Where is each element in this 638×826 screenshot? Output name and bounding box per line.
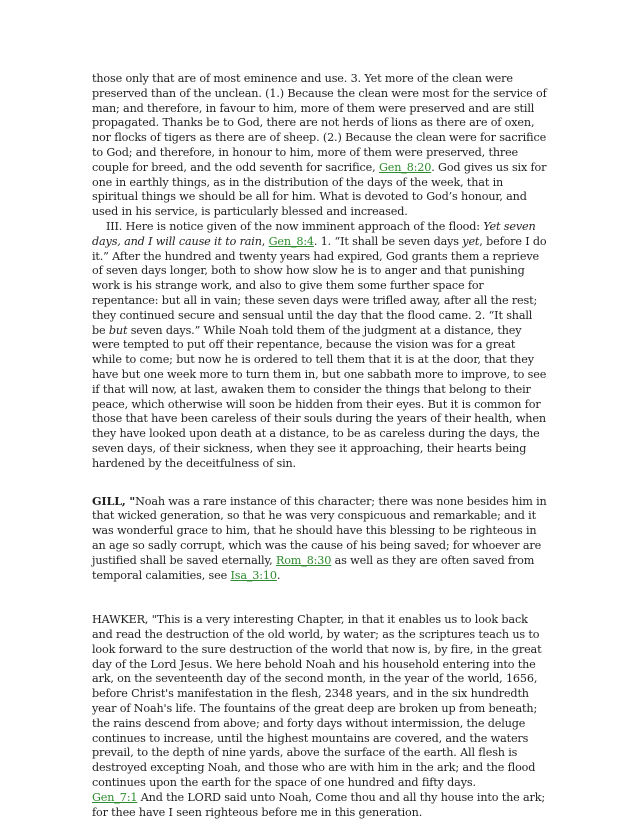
text-run: Noah was a rare instance of this character; there was none besides him in that wicked generation, so that he was very conspicuous and remarkable; and it was wonderful grace to him, that he should have this blessing to be righteous in an age so sadly corrupt, which was the cause of his being saved; for whoever are justified shall be saved eternally, — [92, 494, 547, 567]
text-run: those only that are of most eminence and use. 3. Yet more of the clean were preserved than of the unclean. (1.) Because the clean were most for the service of man; and therefore, in favour to him, more of them were preserved and are still propagated. Thanks be to God, there are not herds of lions as there are of oxen, nor flocks of tigers as there are of sheep. (2.) Because the clean were for sacrifice to God; and therefore, in honour to him, more of them were preserved, three couple for breed, and the odd seventh for sacrifice, — [92, 72, 547, 174]
text-run: III. Here is notice given of the now imminent approach of the flood: — [106, 219, 484, 233]
text-run: as well as they are often saved from temporal calamities, see — [92, 553, 535, 582]
scripture-link-gen-8-4[interactable]: Gen_8:4 — [268, 234, 314, 248]
text-run: seven days.” While Noah told them of the judgment at a distance, they were tempted to put off their repentance, because the vision was for a great while to come; but now he is ordered to tell them that it is at the door, that they have but one week more to turn them in, but one sabbath more to improve, to see if that will now, at last, awaken them to consider the things that belong to their peace, which otherwise will soon be hidden from their eyes. But it is common for those that have been careless of their souls during the years of their health, when they have looked upon death at a distance, to be as careless during the days, the seven days, of their sickness, when they see it approaching, their hearts being hardened by the deceitfulness of sin. — [92, 323, 547, 470]
paragraph-gill — [92, 494, 548, 584]
section-gap — [92, 583, 548, 613]
scripture-link-rom-8-30[interactable]: Rom_8:30 — [275, 553, 332, 567]
commentator-name-gill: GILL, " — [92, 493, 136, 508]
document-page — [92, 72, 548, 820]
text-run: , — [261, 234, 269, 248]
text-run: . — [276, 568, 281, 582]
italic-word: but — [108, 323, 128, 337]
italic-word: yet — [462, 234, 480, 248]
scripture-link-gen-8-20[interactable]: Gen_8:20 — [378, 160, 432, 174]
scripture-link-isa-3-10[interactable]: Isa_3:10 — [230, 568, 277, 582]
italic-quote: Yet seven days, and I will cause it to rain — [92, 219, 536, 248]
text-run: And the LORD said unto Noah, Come thou and all thy house into the ark; for thee have I seen righteous before me in this generation. — [92, 790, 545, 819]
paragraph-hawker — [92, 613, 548, 791]
text-run: . 1. “It shall be seven days — [313, 234, 463, 248]
scripture-link-gen-7-1[interactable]: Gen_7:1 — [92, 790, 138, 804]
paragraph-flood-notice — [92, 220, 548, 472]
paragraph-clean-animals — [92, 72, 548, 220]
paragraph-gen-7-1 — [92, 791, 548, 821]
text-run: HAWKER, "This is a very interesting Chapter, in that it enables us to look back and read the destruction of the old world, by water; as the scriptures teach us to look forward to the sure destruction of the world that now is, by fire, in the great day of the Lord Jesus. We here behold Noah and his household entering into the ark, on the seventeenth day of the second month, in the year of the world, 1656, before Christ's manifestation in the flesh, 2348 years, and in the six hundredth year of Noah's life. The fountains of the great deep are broken up from beneath; the rains descend from above; and forty days without intermission, the deluge continues to increase, until the highest mountains are covered, and the waters prevail, to the depth of nine yards, above the surface of the earth. All flesh is destroyed excepting Noah, and those who are with him in the ark; and the flood continues upon the earth for the space of one hundred and fifty days. — [92, 613, 542, 790]
text-run: . God gives us six for one in earthly things, as in the distribution of the days of the week, that in spiritual things we should be all for him. What is devoted to God’s honour, and used in his service, is particularly blessed and increased. — [92, 160, 547, 219]
section-gap — [92, 472, 548, 494]
text-run: , before I do it.” After the hundred and twenty years had expired, God grants them a reprieve of seven days longer, both to show how slow he is to anger and that punishing work is his strange work, and also to give them some further space for repentance: but all in vain; these seven days were trifled away, after all the rest; they continued secure and sensual until the day that the flood came. 2. “It shall be — [92, 234, 547, 337]
